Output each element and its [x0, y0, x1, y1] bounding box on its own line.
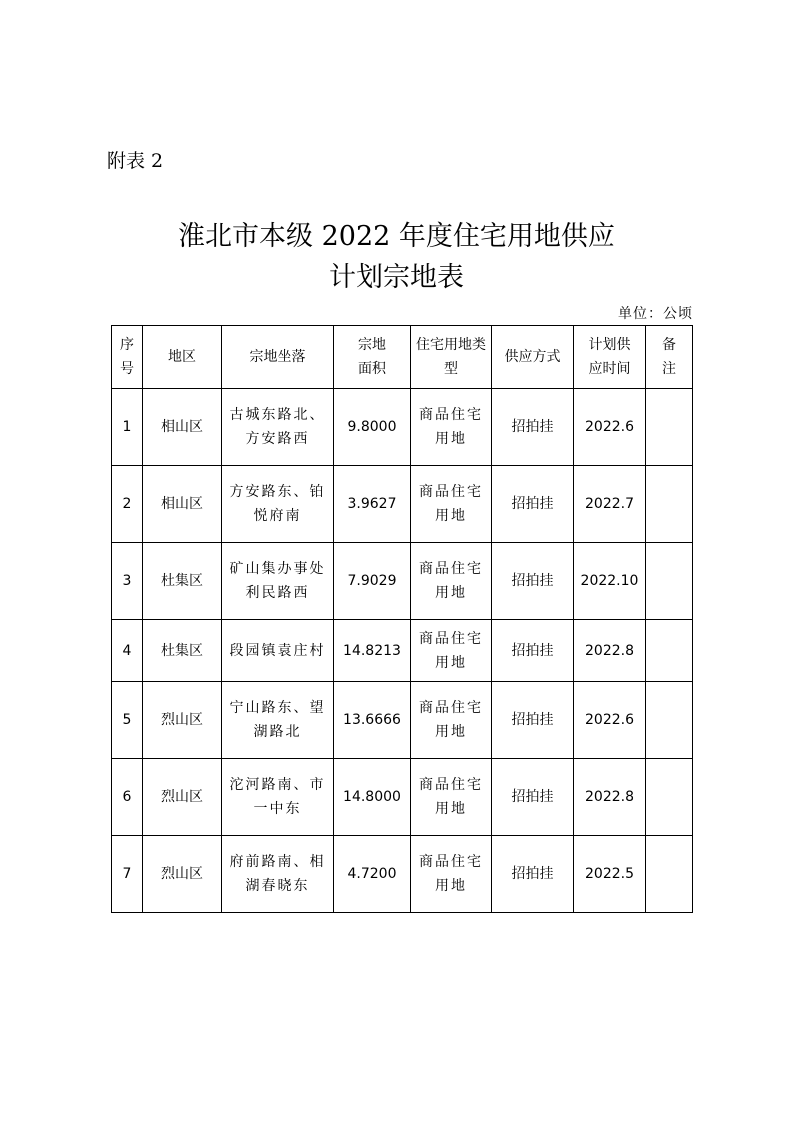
cell-type: 商品住宅用地 — [411, 759, 492, 836]
cell-time: 2022.7 — [574, 466, 646, 543]
cell-method: 招拍挂 — [492, 682, 574, 759]
cell-method: 招拍挂 — [492, 543, 574, 620]
cell-district: 烈山区 — [143, 759, 222, 836]
cell-index: 2 — [112, 466, 143, 543]
cell-type: 商品住宅用地 — [411, 836, 492, 913]
cell-area: 7.9029 — [334, 543, 411, 620]
cell-time: 2022.6 — [574, 389, 646, 466]
table-row — [112, 682, 693, 759]
cell-location: 段园镇袁庄村 — [222, 620, 334, 682]
document-title-line2: 计划宗地表 — [329, 262, 464, 293]
cell-time: 2022.8 — [574, 759, 646, 836]
cell-remark — [646, 389, 693, 466]
cell-area: 9.8000 — [334, 389, 411, 466]
table-row — [112, 389, 693, 466]
cell-location: 府前路南、相湖春晓东 — [222, 836, 334, 913]
header-location: 宗地坐落 — [222, 326, 334, 389]
cell-index: 7 — [112, 836, 143, 913]
cell-method: 招拍挂 — [492, 759, 574, 836]
cell-area: 13.6666 — [334, 682, 411, 759]
cell-method: 招拍挂 — [492, 389, 574, 466]
cell-index: 3 — [112, 543, 143, 620]
cell-area: 14.8213 — [334, 620, 411, 682]
cell-index: 6 — [112, 759, 143, 836]
cell-type: 商品住宅用地 — [411, 389, 492, 466]
cell-method: 招拍挂 — [492, 466, 574, 543]
cell-remark — [646, 836, 693, 913]
cell-remark — [646, 759, 693, 836]
attachment-label: 附表 2 — [107, 150, 164, 172]
table-header-row — [112, 326, 693, 389]
cell-remark — [646, 543, 693, 620]
cell-index: 4 — [112, 620, 143, 682]
cell-type: 商品住宅用地 — [411, 466, 492, 543]
cell-area: 3.9627 — [334, 466, 411, 543]
cell-index: 5 — [112, 682, 143, 759]
cell-index: 1 — [112, 389, 143, 466]
header-index: 序号 — [112, 326, 143, 389]
cell-district: 杜集区 — [143, 620, 222, 682]
land-supply-table — [111, 325, 693, 913]
cell-district: 烈山区 — [143, 682, 222, 759]
header-district: 地区 — [143, 326, 222, 389]
cell-time: 2022.10 — [574, 543, 646, 620]
header-method: 供应方式 — [492, 326, 574, 389]
cell-method: 招拍挂 — [492, 620, 574, 682]
header-remark: 备注 — [646, 326, 693, 389]
cell-location: 古城东路北、方安路西 — [222, 389, 334, 466]
header-type: 住宅用地类型 — [411, 326, 492, 389]
document-title-line1: 淮北市本级 2022 年度住宅用地供应 — [178, 221, 615, 252]
cell-time: 2022.6 — [574, 682, 646, 759]
header-area: 宗地面积 — [334, 326, 411, 389]
cell-location: 矿山集办事处利民路西 — [222, 543, 334, 620]
table-row — [112, 620, 693, 682]
table-row — [112, 543, 693, 620]
table-row — [112, 836, 693, 913]
cell-time: 2022.5 — [574, 836, 646, 913]
cell-type: 商品住宅用地 — [411, 620, 492, 682]
cell-time: 2022.8 — [574, 620, 646, 682]
cell-district: 杜集区 — [143, 543, 222, 620]
table-row — [112, 466, 693, 543]
cell-district: 相山区 — [143, 466, 222, 543]
cell-location: 方安路东、铂悦府南 — [222, 466, 334, 543]
cell-remark — [646, 620, 693, 682]
cell-area: 14.8000 — [334, 759, 411, 836]
cell-district: 相山区 — [143, 389, 222, 466]
cell-district: 烈山区 — [143, 836, 222, 913]
cell-remark — [646, 682, 693, 759]
header-time: 计划供应时间 — [574, 326, 646, 389]
cell-location: 宁山路东、望湖路北 — [222, 682, 334, 759]
unit-label: 单位：公顷 — [618, 306, 693, 322]
table-row — [112, 759, 693, 836]
cell-area: 4.7200 — [334, 836, 411, 913]
cell-remark — [646, 466, 693, 543]
cell-type: 商品住宅用地 — [411, 682, 492, 759]
cell-location: 沱河路南、市一中东 — [222, 759, 334, 836]
cell-type: 商品住宅用地 — [411, 543, 492, 620]
cell-method: 招拍挂 — [492, 836, 574, 913]
